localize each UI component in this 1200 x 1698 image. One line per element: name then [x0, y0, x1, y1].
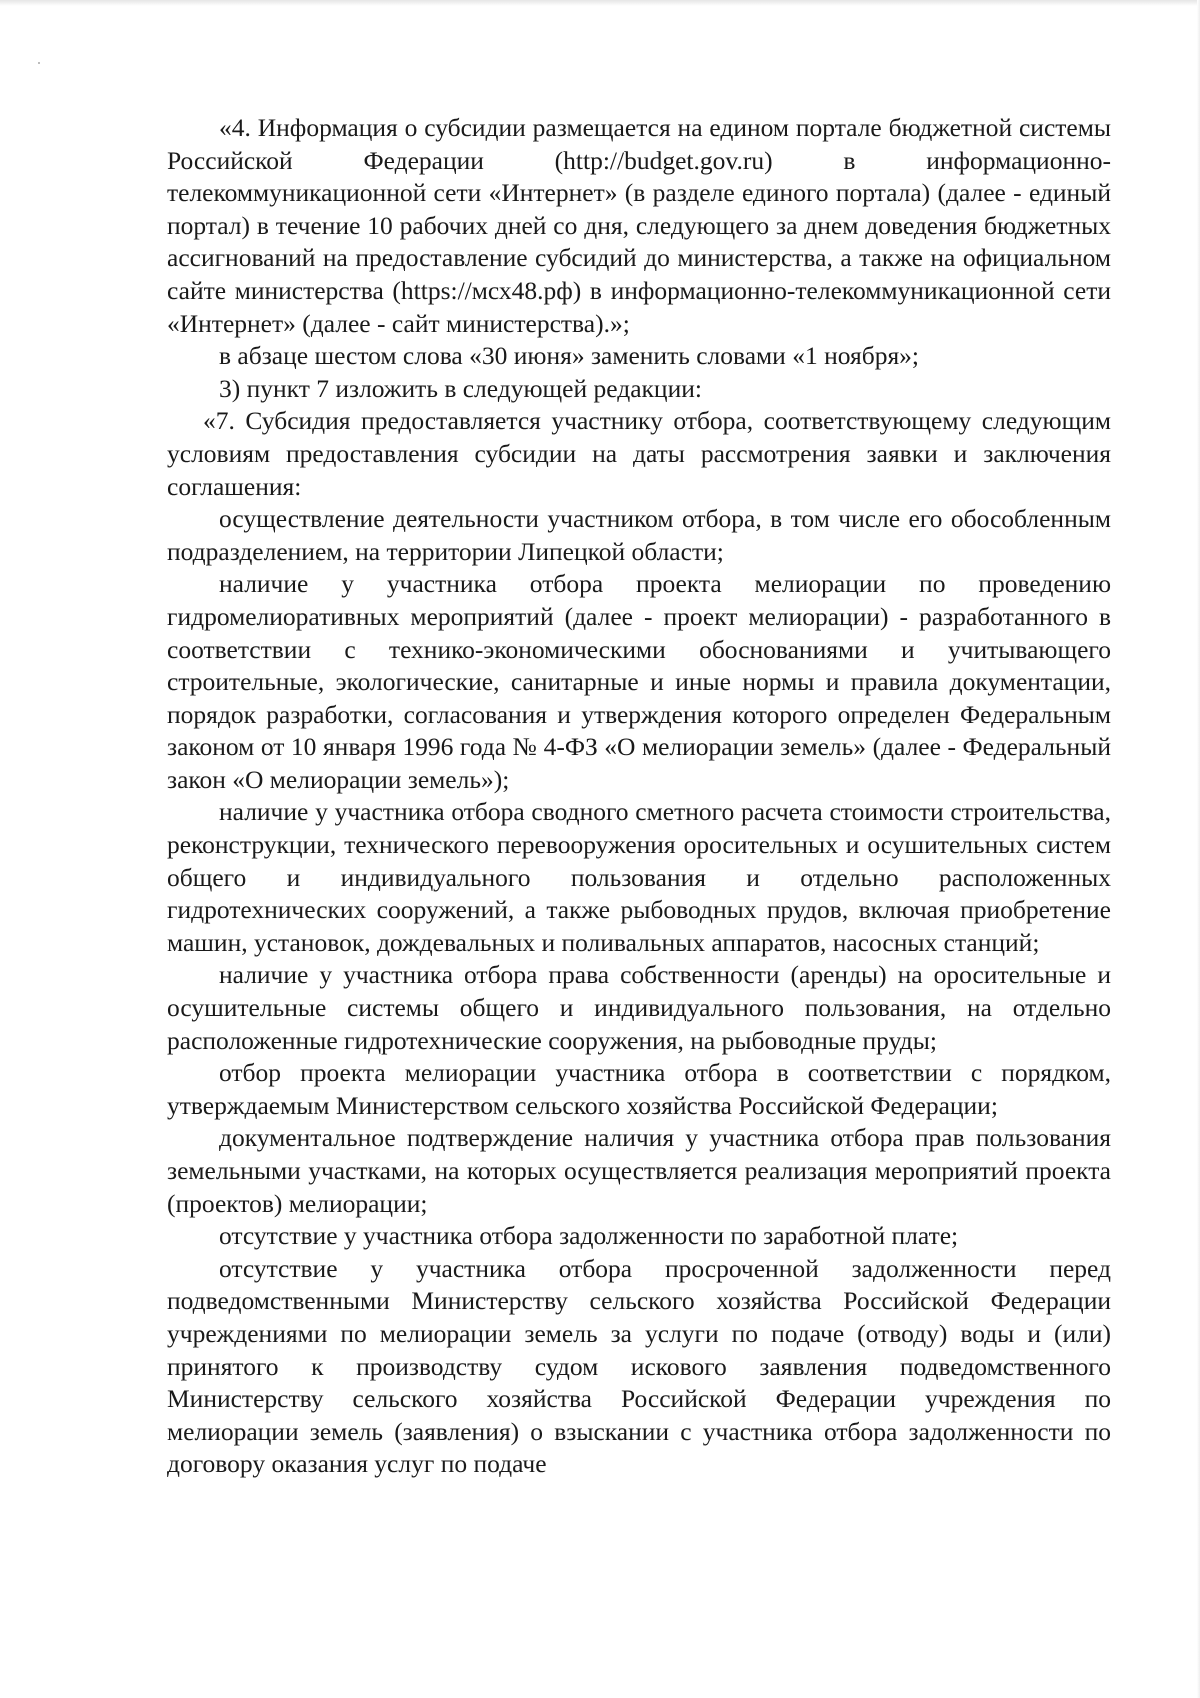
paragraph-item-7: «7. Субсидия предоставляется участнику отбора, соответствующему следующим условиям предоставления субсидии на даты рассмотрения заявки и заключения соглашения:	[167, 406, 1111, 501]
paragraph-condition-territory: осуществление деятельности участником отбора, в том числе его обособленным подразделением, на территории Липецкой области;	[167, 504, 1111, 566]
paragraph-amendment-sixth: в абзаце шестом слова «30 июня» заменить словами «1 ноября»;	[219, 341, 920, 371]
scan-top-edge	[0, 0, 1200, 6]
paragraph-condition-ownership: наличие у участника отбора права собственности (аренды) на оросительные и осушительные системы общего и индивидуального пользования, на отдельно расположенные гидротехнические сооружения, на рыбоводные пруды;	[167, 960, 1111, 1055]
paragraph-condition-land-rights: документальное подтверждение наличия у участника отбора прав пользования земельными участками, на которых осуществляется реализация мероприятий проекта (проектов) мелиорации;	[167, 1123, 1111, 1218]
paragraph-condition-project: наличие у участника отбора проекта мелиорации по проведению гидромелиоративных мероприятий (далее - проект мелиорации) - разработанного в соответствии с технико-экономическими обоснованиями и учитывающего строительные, экологические, санитарные и иные нормы и правила документации, порядок разработки, согласования и утверждения которого определен Федеральным законом от 10 января 1996 года № 4-ФЗ «О мелиорации земель» (далее - Федеральный закон «О мелиорации земель»);	[167, 569, 1111, 794]
paragraph-condition-estimate: наличие у участника отбора сводного сметного расчета стоимости строительства, реконструкции, технического перевооружения оросительных и осушительных систем общего и индивидуального пользования и отдельно расположенных гидротехнических сооружений, а также рыбоводных прудов, включая приобретение машин, установок, дождевальных и поливальных аппаратов, насосных станций;	[167, 797, 1111, 957]
paragraph-condition-wages: отсутствие у участника отбора задолженности по заработной плате;	[219, 1221, 959, 1251]
paragraph-item-4: «4. Информация о субсидии размещается на едином портале бюджетной системы Российской Федерации (http://budget.gov.ru) в информационно-телекоммуникационной сети «Интернет» (в разделе единого портала) (далее - единый портал) в течение 10 рабочих дней со дня, следующего за днем доведения бюджетных ассигнований на предоставление субсидий до министерства, а также на официальном сайте министерства (https://мсх48.рф) в информационно-телекоммуникационной сети «Интернет» (далее - сайт министерства).»;	[167, 113, 1111, 338]
paragraph-point-3: 3) пункт 7 изложить в следующей редакции:	[219, 373, 702, 403]
paragraph-condition-selection: отбор проекта мелиорации участника отбора в соответствии с порядком, утверждаемым Министерством сельского хозяйства Российской Федерации;	[167, 1058, 1111, 1120]
scan-speck	[38, 62, 40, 64]
document-page	[167, 112, 1111, 1481]
paragraph-condition-overdue-debt: отсутствие у участника отбора просроченной задолженности перед подведомственными Министерству сельского хозяйства Российской Федерации учреждениями по мелиорации земель за услуги по подаче (отводу) воды и (или) принятого к производству судом искового заявления подведомственного Министерству сельского хозяйства Российской Федерации учреждения по мелиорации земель (заявления) о взыскании с участника отбора задолженности по договору оказания услуг по подаче	[167, 1253, 1111, 1479]
